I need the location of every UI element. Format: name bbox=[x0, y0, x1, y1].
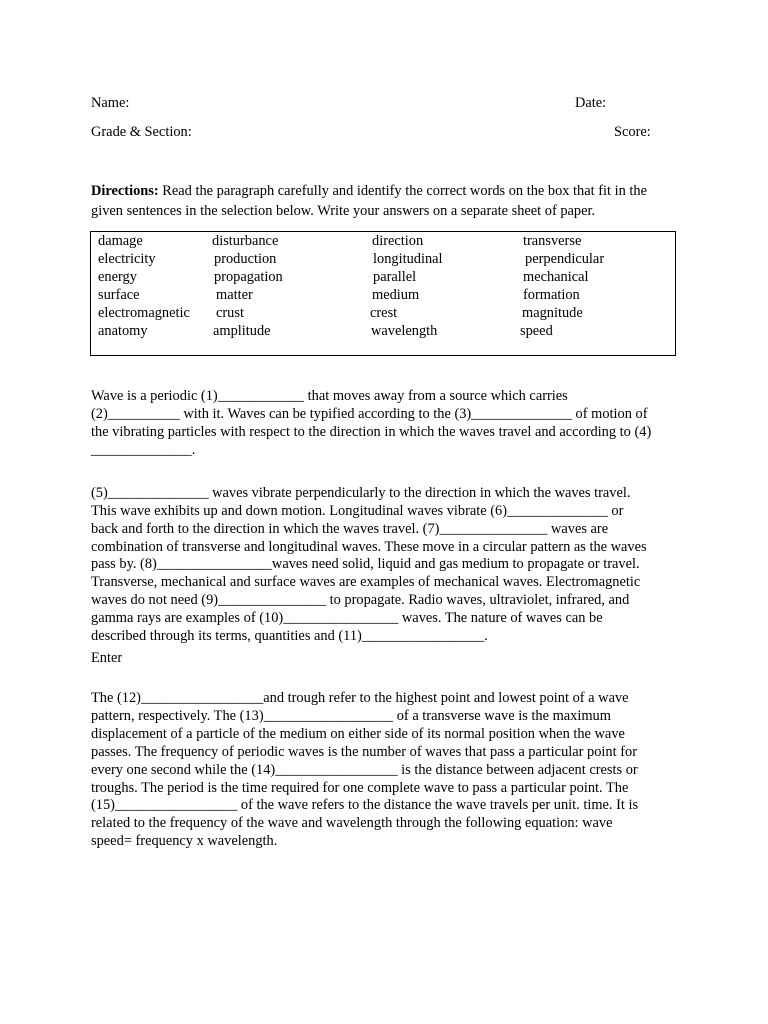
paragraph-3-line: displacement of a particle of the medium on either side of its normal position when the wave bbox=[91, 726, 625, 742]
word-box-word: medium bbox=[372, 287, 420, 303]
word-box-word: crust bbox=[216, 305, 244, 321]
directions-label: Directions: bbox=[91, 183, 159, 199]
paragraph-2-line: combination of transverse and longitudinal waves. These move in a circular pattern as the waves bbox=[91, 539, 647, 555]
paragraph-2-line: waves do not need (9)_______________ to propagate. Radio waves, ultraviolet, infrared, and bbox=[91, 592, 630, 608]
word-box-word: direction bbox=[372, 233, 424, 249]
word-box-word: electromagnetic bbox=[98, 305, 190, 321]
word-box-word: disturbance bbox=[212, 233, 279, 249]
paragraph-3-line: (15)_________________ of the wave refers to the distance the wave travels per unit. time. It is bbox=[91, 797, 639, 813]
word-box-word: transverse bbox=[523, 233, 582, 249]
paragraph-2-line: gamma rays are examples of (10)________________ waves. The nature of waves can be bbox=[91, 610, 603, 626]
word-box-word: anatomy bbox=[98, 323, 148, 339]
word-box-word: perpendicular bbox=[525, 251, 605, 267]
word-box-word: surface bbox=[98, 287, 140, 303]
word-box-word: parallel bbox=[373, 269, 417, 285]
paragraph-3-line: passes. The frequency of periodic waves is the number of waves that pass a particular point for bbox=[91, 744, 638, 760]
paragraph-3-line: related to the frequency of the wave and wavelength through the following equation: wave bbox=[91, 815, 613, 831]
paragraph-1-line: (2)__________ with it. Waves can be typified according to the (3)______________ of motion of bbox=[91, 406, 648, 422]
paragraph-3-line: troughs. The period is the time required for one complete wave to pass a particular point. The bbox=[91, 780, 629, 796]
word-box-word: mechanical bbox=[523, 269, 589, 285]
word-box-word: longitudinal bbox=[373, 251, 443, 267]
paragraph-1-line: the vibrating particles with respect to the direction in which the waves travel and according to (4) bbox=[91, 424, 652, 440]
grade-section-label: Grade & Section: bbox=[91, 124, 192, 140]
word-box-word: formation bbox=[523, 287, 580, 303]
paragraph-3-line: pattern, respectively. The (13)__________________ of a transverse wave is the maximum bbox=[91, 708, 611, 724]
paragraph-2-line: Transverse, mechanical and surface waves are examples of mechanical waves. Electromagnetic bbox=[91, 574, 641, 590]
paragraph-3-line: speed= frequency x wavelength. bbox=[91, 833, 278, 849]
date-label: Date: bbox=[575, 95, 607, 111]
word-box-word: energy bbox=[98, 269, 137, 285]
word-box-word: magnitude bbox=[522, 305, 583, 321]
word-box-word: crest bbox=[370, 305, 398, 321]
enter-text: Enter bbox=[91, 650, 123, 666]
word-box-word: matter bbox=[216, 287, 253, 303]
word-box-word: damage bbox=[98, 233, 143, 249]
paragraph-1-line: ______________. bbox=[91, 442, 196, 458]
paragraph-2-line: described through its terms, quantities and (11)_________________. bbox=[91, 628, 488, 644]
word-box-word: electricity bbox=[98, 251, 156, 267]
word-box bbox=[90, 231, 676, 356]
word-box-word: propagation bbox=[214, 269, 283, 285]
paragraph-2-line: pass by. (8)________________waves need solid, liquid and gas medium to propagate or travel. bbox=[91, 556, 640, 572]
directions-text-1: Read the paragraph carefully and identify the correct words on the box that fit in the bbox=[158, 183, 647, 199]
paragraph-2-line: back and forth to the direction in which the waves travel. (7)_______________ waves are bbox=[91, 521, 609, 537]
directions-line-1 bbox=[91, 182, 647, 200]
paragraph-2-line: (5)______________ waves vibrate perpendicularly to the direction in which the waves travel. bbox=[91, 485, 631, 501]
word-box-word: amplitude bbox=[213, 323, 271, 339]
word-box-word: production bbox=[214, 251, 277, 267]
directions-line-2: given sentences in the selection below. Write your answers on a separate sheet of paper. bbox=[91, 203, 596, 219]
paragraph-2-line: This wave exhibits up and down motion. Longitudinal waves vibrate (6)______________ or bbox=[91, 503, 624, 519]
score-label: Score: bbox=[614, 124, 651, 140]
paragraph-3-line: every one second while the (14)_________________ is the distance between adjacent crests or bbox=[91, 762, 638, 778]
name-label: Name: bbox=[91, 95, 130, 111]
paragraph-3-line: The (12)_________________and trough refer to the highest point and lowest point of a wave bbox=[91, 690, 629, 706]
word-box-word: wavelength bbox=[371, 323, 438, 339]
paragraph-1-line: Wave is a periodic (1)____________ that moves away from a source which carries bbox=[91, 388, 568, 404]
word-box-word: speed bbox=[520, 323, 553, 339]
